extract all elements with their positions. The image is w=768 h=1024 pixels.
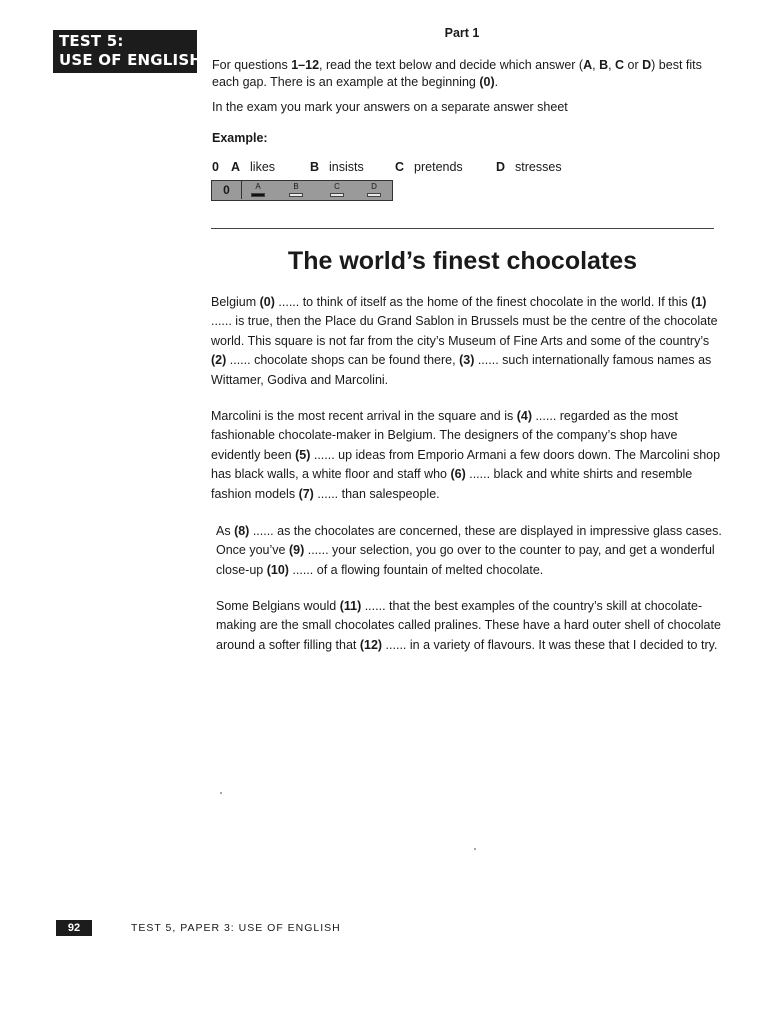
text: Belgium [211,295,260,309]
instr-sep: , [608,58,616,72]
option-word: likes [250,160,276,174]
gap-1: (1) [691,295,707,309]
instr-text: For questions [212,58,292,72]
divider [211,228,714,229]
instr-text: , read the text below and decide which answer ( [319,58,584,72]
option-word: insists [329,160,364,174]
instr-example-ref: (0) [479,75,495,89]
option-letter: A [231,160,241,174]
test-label-line2: USE OF ENGLISH [59,51,203,69]
gap-3: (3) [459,353,475,368]
instr-letter-d: D [642,58,652,72]
answer-bubble-d [366,182,382,197]
instr-sep: , [592,58,600,72]
running-footer: TEST 5, PAPER 3: USE OF ENGLISH [131,922,341,934]
bubble-letter: A [255,182,261,191]
bubble-mark [289,193,303,197]
text: ...... is true, then the Place du Grand Sablon in Brussels must be the centre of the chocolate world. This square is not far from the city’s Museum of Fine Arts and some of the country’s [211,314,718,348]
bubble-mark [251,193,265,197]
option-word: pretends [414,160,463,174]
paragraph-3 [216,522,728,580]
test-label-line1: TEST 5: [59,32,124,50]
option-letter: D [496,160,506,174]
answer-bubble-c [329,182,345,197]
instr-range: 1–12 [291,58,320,72]
text: ...... chocolate shops can be found there, [226,353,460,368]
example-heading: Example: [212,131,268,145]
gap-4: (4) [516,409,532,423]
scan-speck [474,848,476,850]
example-option-c [395,160,463,174]
paragraph-1 [211,293,723,390]
gap-5: (5) [295,447,311,462]
text: ...... of a flowing fountain of melted chocolate. [288,562,544,577]
part-heading: Part 1 [444,26,480,40]
text: ...... black and white shirts and resemble fashion models [211,467,693,501]
gap-0: (0) [259,295,275,309]
gap-7: (7) [298,486,314,501]
text: ...... up ideas from Emporio Armani a few doors down. The Marcolini shop has black walls, a white floor and staff who [211,447,721,482]
example-option-d [496,160,562,174]
text: ...... to think of itself as the home of the finest chocolate in the world. If this [274,295,692,309]
article-title: The world’s finest chocolates [287,247,638,275]
text: ...... than salespeople. [313,486,440,501]
gap-8: (8) [234,524,250,538]
instr-letter-a: A [583,58,593,72]
answer-sheet-number: 0 [212,181,242,199]
instr-sep: or [624,58,643,72]
example-option-a [231,160,275,174]
instr-text: . [494,75,499,89]
example-answer-sheet [211,180,393,201]
answer-sheet-note: In the exam you mark your answers on a separate answer sheet [212,100,568,114]
paragraph-4 [216,597,728,655]
gap-11: (11) [339,599,362,613]
instr-letter-b: B [599,58,609,72]
text: Some Belgians would [216,599,340,613]
option-letter: C [395,160,405,174]
bubble-mark [330,193,344,197]
text: ...... your selection, you go over to the counter to pay, and get a wonderful close-up [216,543,715,577]
scan-speck [220,792,222,794]
test-label [53,30,203,73]
option-letter: B [310,160,320,174]
example-option-b [310,160,364,174]
gap-9: (9) [288,543,305,558]
text: ...... in a variety of flavours. It was these that I decided to try. [382,637,718,652]
instr-text: ) best fits each gap. There is an example at the beginning [212,58,702,89]
paragraph-2 [211,407,723,504]
gap-6: (6) [450,467,466,482]
example-options-row [212,160,562,174]
text: As [216,524,235,538]
gap-2: (2) [211,353,227,368]
text: ...... such internationally famous names as Wittamer, Godiva and Marcolini. [211,353,712,387]
bubble-letter: C [334,182,340,191]
gap-12: (12) [359,637,383,652]
page-number: 92 [56,920,92,936]
text: Marcolini is the most recent arrival in the square and is [211,409,517,423]
text: ...... that the best examples of the country’s skill at chocolate-making are the small chocolates called pralines. These have a hard outer shell of chocolate around a softer filling that [216,599,721,652]
instructions [212,57,718,91]
example-number: 0 [212,160,219,174]
bubble-mark [367,193,381,197]
bubble-letter: B [293,182,299,191]
bubble-letter: D [371,182,377,191]
gap-10: (10) [266,562,289,577]
text: ...... regarded as the most fashionable chocolate-maker in Belgium. The designers of the company’s shop have evidently been [211,409,678,462]
text: ...... as the chocolates are concerned, these are displayed in impressive glass cases. Once you’ve [216,524,722,558]
instr-letter-c: C [615,58,625,72]
answer-bubble-a [250,182,266,197]
answer-bubble-b [288,182,304,197]
option-word: stresses [515,160,562,174]
